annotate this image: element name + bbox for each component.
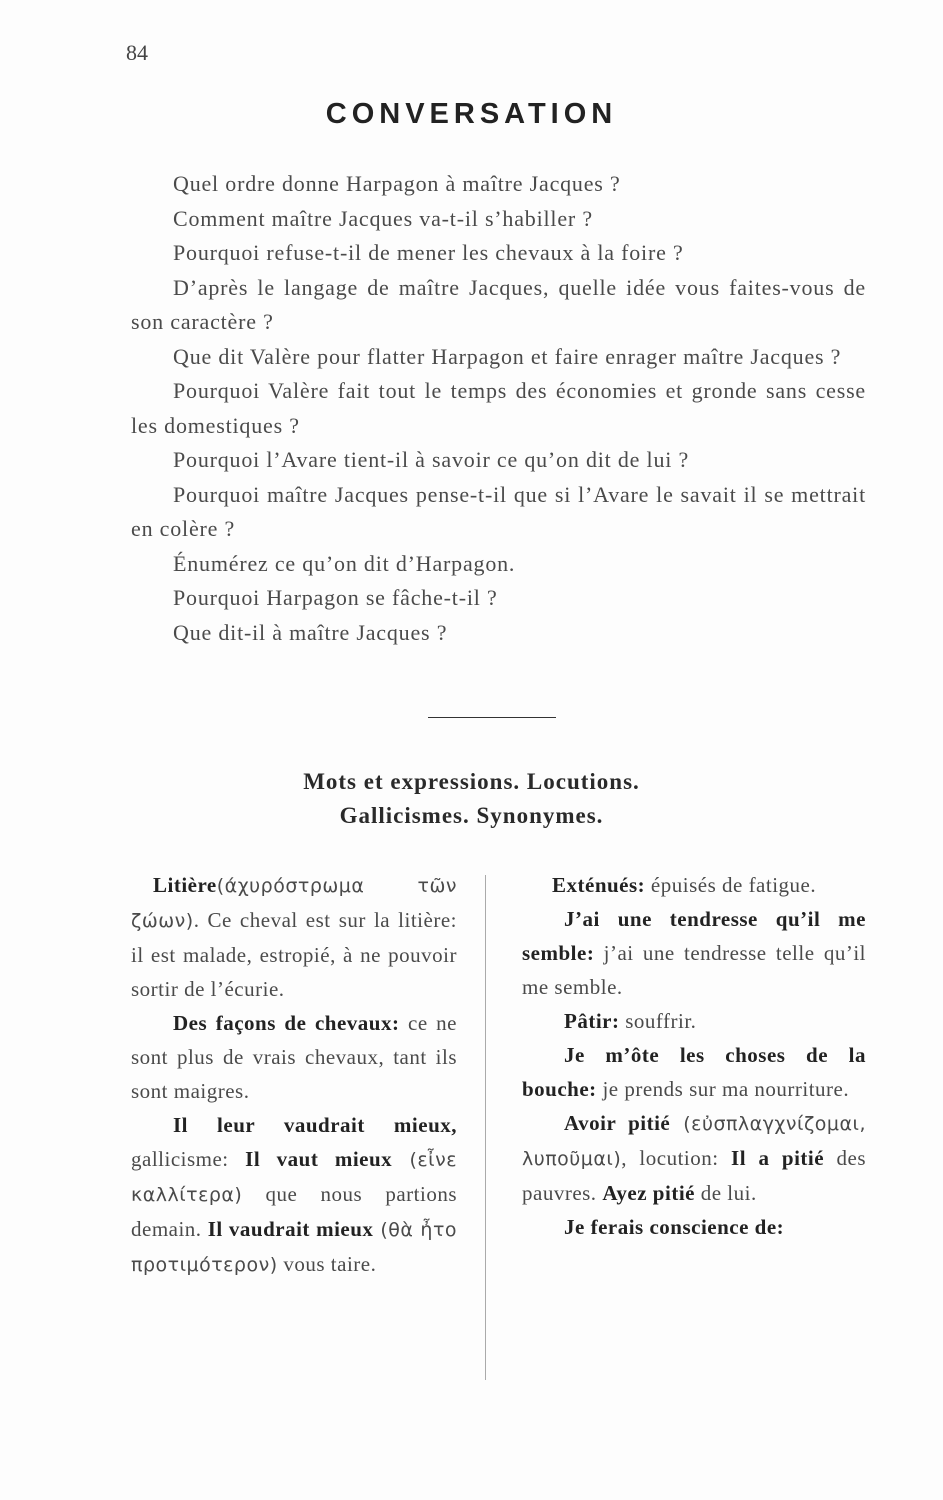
- greek-translation: (εἶνε καλλίτερα): [131, 1149, 457, 1206]
- vocab-entry: [522, 868, 866, 902]
- question-item: Quel ordre donne Harpagon à maître Jacques ?: [173, 171, 621, 196]
- vocab-term: Ayez pitié: [602, 1181, 695, 1205]
- vocab-definition: des pauvres.: [522, 1146, 867, 1205]
- vocab-term: Il vaudrait mieux: [207, 1217, 374, 1241]
- vocab-term: Il leur vaudrait mieux,: [173, 1113, 457, 1137]
- question-item: Pourquoi l’Avare tient-il à savoir ce qu’on dit de lui ?: [173, 447, 690, 472]
- vocab-definition: j’ai une tendresse telle qu’il me semble.: [522, 941, 866, 999]
- question-item: Pourquoi Harpagon se fâche-t-il ?: [173, 585, 498, 610]
- vocab-entry: [522, 1038, 866, 1106]
- vocab-definition: vous taire.: [277, 1252, 377, 1276]
- vocab-term: Exténués:: [552, 873, 646, 897]
- question-item: Que dit-il à maître Jacques ?: [173, 619, 448, 645]
- vocab-term: Litière: [153, 873, 217, 897]
- vocab-entry: [131, 1108, 457, 1282]
- question-item: Pourquoi refuse-t-il de mener les chevaux à la foire ?: [173, 240, 684, 265]
- vocab-entry: [131, 868, 457, 1006]
- question-item: Comment maître Jacques va-t-il s’habiller ?: [173, 205, 593, 231]
- greek-translation: (εὐσπλαγχνίζομαι, λυποῦμαι): [522, 1113, 866, 1170]
- vocab-definition: épuisés de fatigue.: [645, 873, 817, 897]
- greek-translation: (θὰ ἦτο προτιμότερον): [131, 1219, 458, 1276]
- vocab-definition: , locution:: [621, 1146, 732, 1170]
- vocab-entry: [522, 1004, 866, 1038]
- question-item: Pourquoi Valère fait tout le temps des économies et gronde sans cesse les domestiques ?: [131, 378, 866, 438]
- vocab-definition: ce ne sont plus de vrais chevaux, tant ils sont maigres.: [131, 1011, 457, 1103]
- vocab-term: Je ferais conscience de:: [564, 1215, 785, 1239]
- question-item: D’après le langage de maître Jacques, quelle idée vous faites-vous de son caractère ?: [131, 274, 866, 334]
- page-number: 84: [126, 40, 148, 65]
- vocab-term: Je m’ôte les choses de la bouche:: [522, 1043, 866, 1101]
- question-item: Pourquoi maître Jacques pense-t-il que si l’Avare le savait il se mettrait en colère ?: [131, 481, 866, 541]
- vocab-entry: [131, 1006, 457, 1108]
- vocab-definition: je prends sur ma nourriture.: [596, 1077, 850, 1101]
- vocab-term: Pâtir:: [564, 1009, 620, 1033]
- vocabulary-column-right: [522, 868, 866, 1244]
- vocab-entry: [522, 1106, 866, 1210]
- section-title-line-1: Mots et expressions. Locutions.: [303, 769, 640, 794]
- section-title: [0, 765, 943, 833]
- vocab-term: J’ai une tendresse qu’il me semble:: [522, 907, 866, 965]
- page-title: CONVERSATION: [325, 98, 618, 130]
- vocab-definition: souffrir.: [619, 1009, 697, 1033]
- vocab-term: Il vaut mieux: [245, 1147, 393, 1171]
- question-item: Énumérez ce qu’on dit d’Harpagon.: [173, 550, 516, 576]
- vocab-term: Avoir pitié: [564, 1111, 671, 1135]
- separator-rule: [428, 717, 556, 718]
- vocabulary-column-left: [131, 868, 457, 1282]
- vocab-entry: [522, 902, 866, 1004]
- vocab-entry: [522, 1210, 866, 1244]
- vocab-definition: que nous partions demain.: [131, 1182, 457, 1241]
- vocab-definition: de lui.: [694, 1181, 757, 1205]
- section-title-line-2: Gallicismes. Synonymes.: [339, 803, 604, 828]
- vocab-definition: . Ce cheval est sur la litière: il est malade, estropié, à ne pouvoir sortir de l’écurie.: [131, 908, 457, 1001]
- question-item: Que dit Valère pour flatter Harpagon et faire enrager maître Jacques ?: [173, 343, 842, 369]
- vocab-term: Il a pitié: [731, 1146, 825, 1170]
- column-divider: [485, 875, 486, 1380]
- vocab-definition: gallicisme:: [131, 1147, 246, 1171]
- vocab-term: Des façons de chevaux:: [173, 1011, 400, 1035]
- question-list: [131, 167, 866, 650]
- greek-translation: (άχυρόστρωμα τῶν ζώων): [131, 875, 457, 932]
